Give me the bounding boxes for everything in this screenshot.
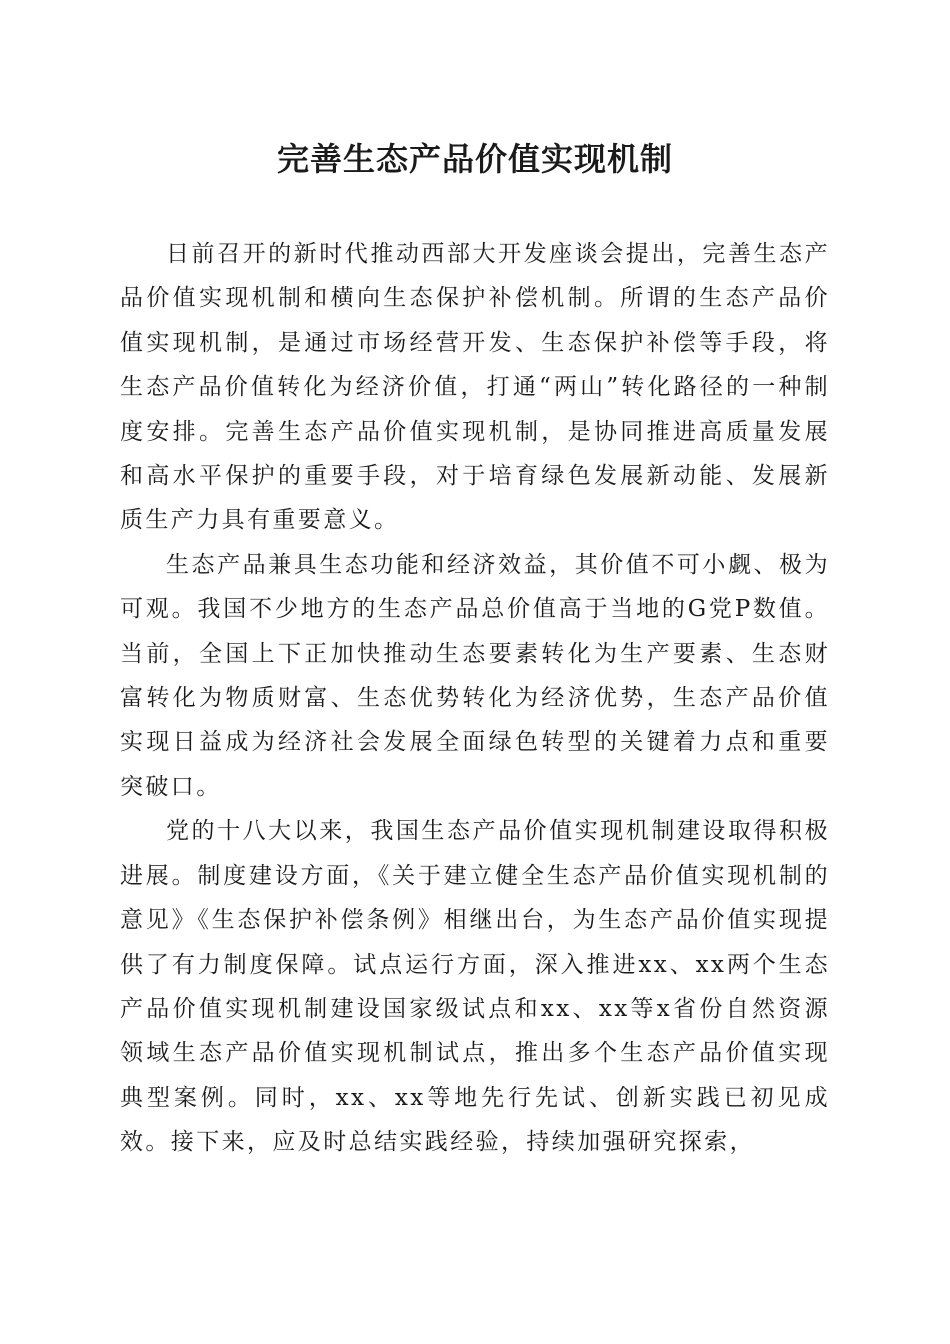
paragraph-1: 日前召开的新时代推动西部大开发座谈会提出，完善生态产品价值实现机制和横向生态保护补偿机制。所谓的生态产品价值实现机制，是通过市场经营开发、生态保护补偿等手段，将生态产品价值转化为经济价值，打通“两山”转化路径的一种制度安排。完善生态产品价值实现机制，是协同推进高质量发展和高水平保护的重要手段，对于培育绿色发展新动能、发展新质生产力具有重要意义。	[120, 241, 830, 534]
paragraph-2: 生态产品兼具生态功能和经济效益，其价值不可小觑、极为可观。我国不少地方的生态产品总价值高于当地的G党P数值。当前，全国上下正加快推动生态要素转化为生产要素、生态财富转化为物质财富、生态优势转化为经济优势，生态产品价值实现日益成为经济社会发展全面绿色转型的关键着力点和重要突破口。	[120, 551, 830, 800]
paragraph-3: 党的十八大以来，我国生态产品价值实现机制建设取得积极进展。制度建设方面，《关于建立健全生态产品价值实现机制的意见》《生态保护补偿条例》相继出台，为生态产品价值实现提供了有力制度保障。试点运行方面，深入推进xx、xx两个生态产品价值实现机制建设国家级试点和xx、xx等x省份自然资源领域生态产品价值实现机制试点，推出多个生态产品价值实现典型案例。同时，xx、xx等地先行先试、创新实践已初见成效。接下来，应及时总结实践经验，持续加强研究探索，	[120, 818, 830, 1156]
document-body	[120, 232, 830, 1165]
document-title: 完善生态产品价值实现机制	[276, 140, 673, 178]
